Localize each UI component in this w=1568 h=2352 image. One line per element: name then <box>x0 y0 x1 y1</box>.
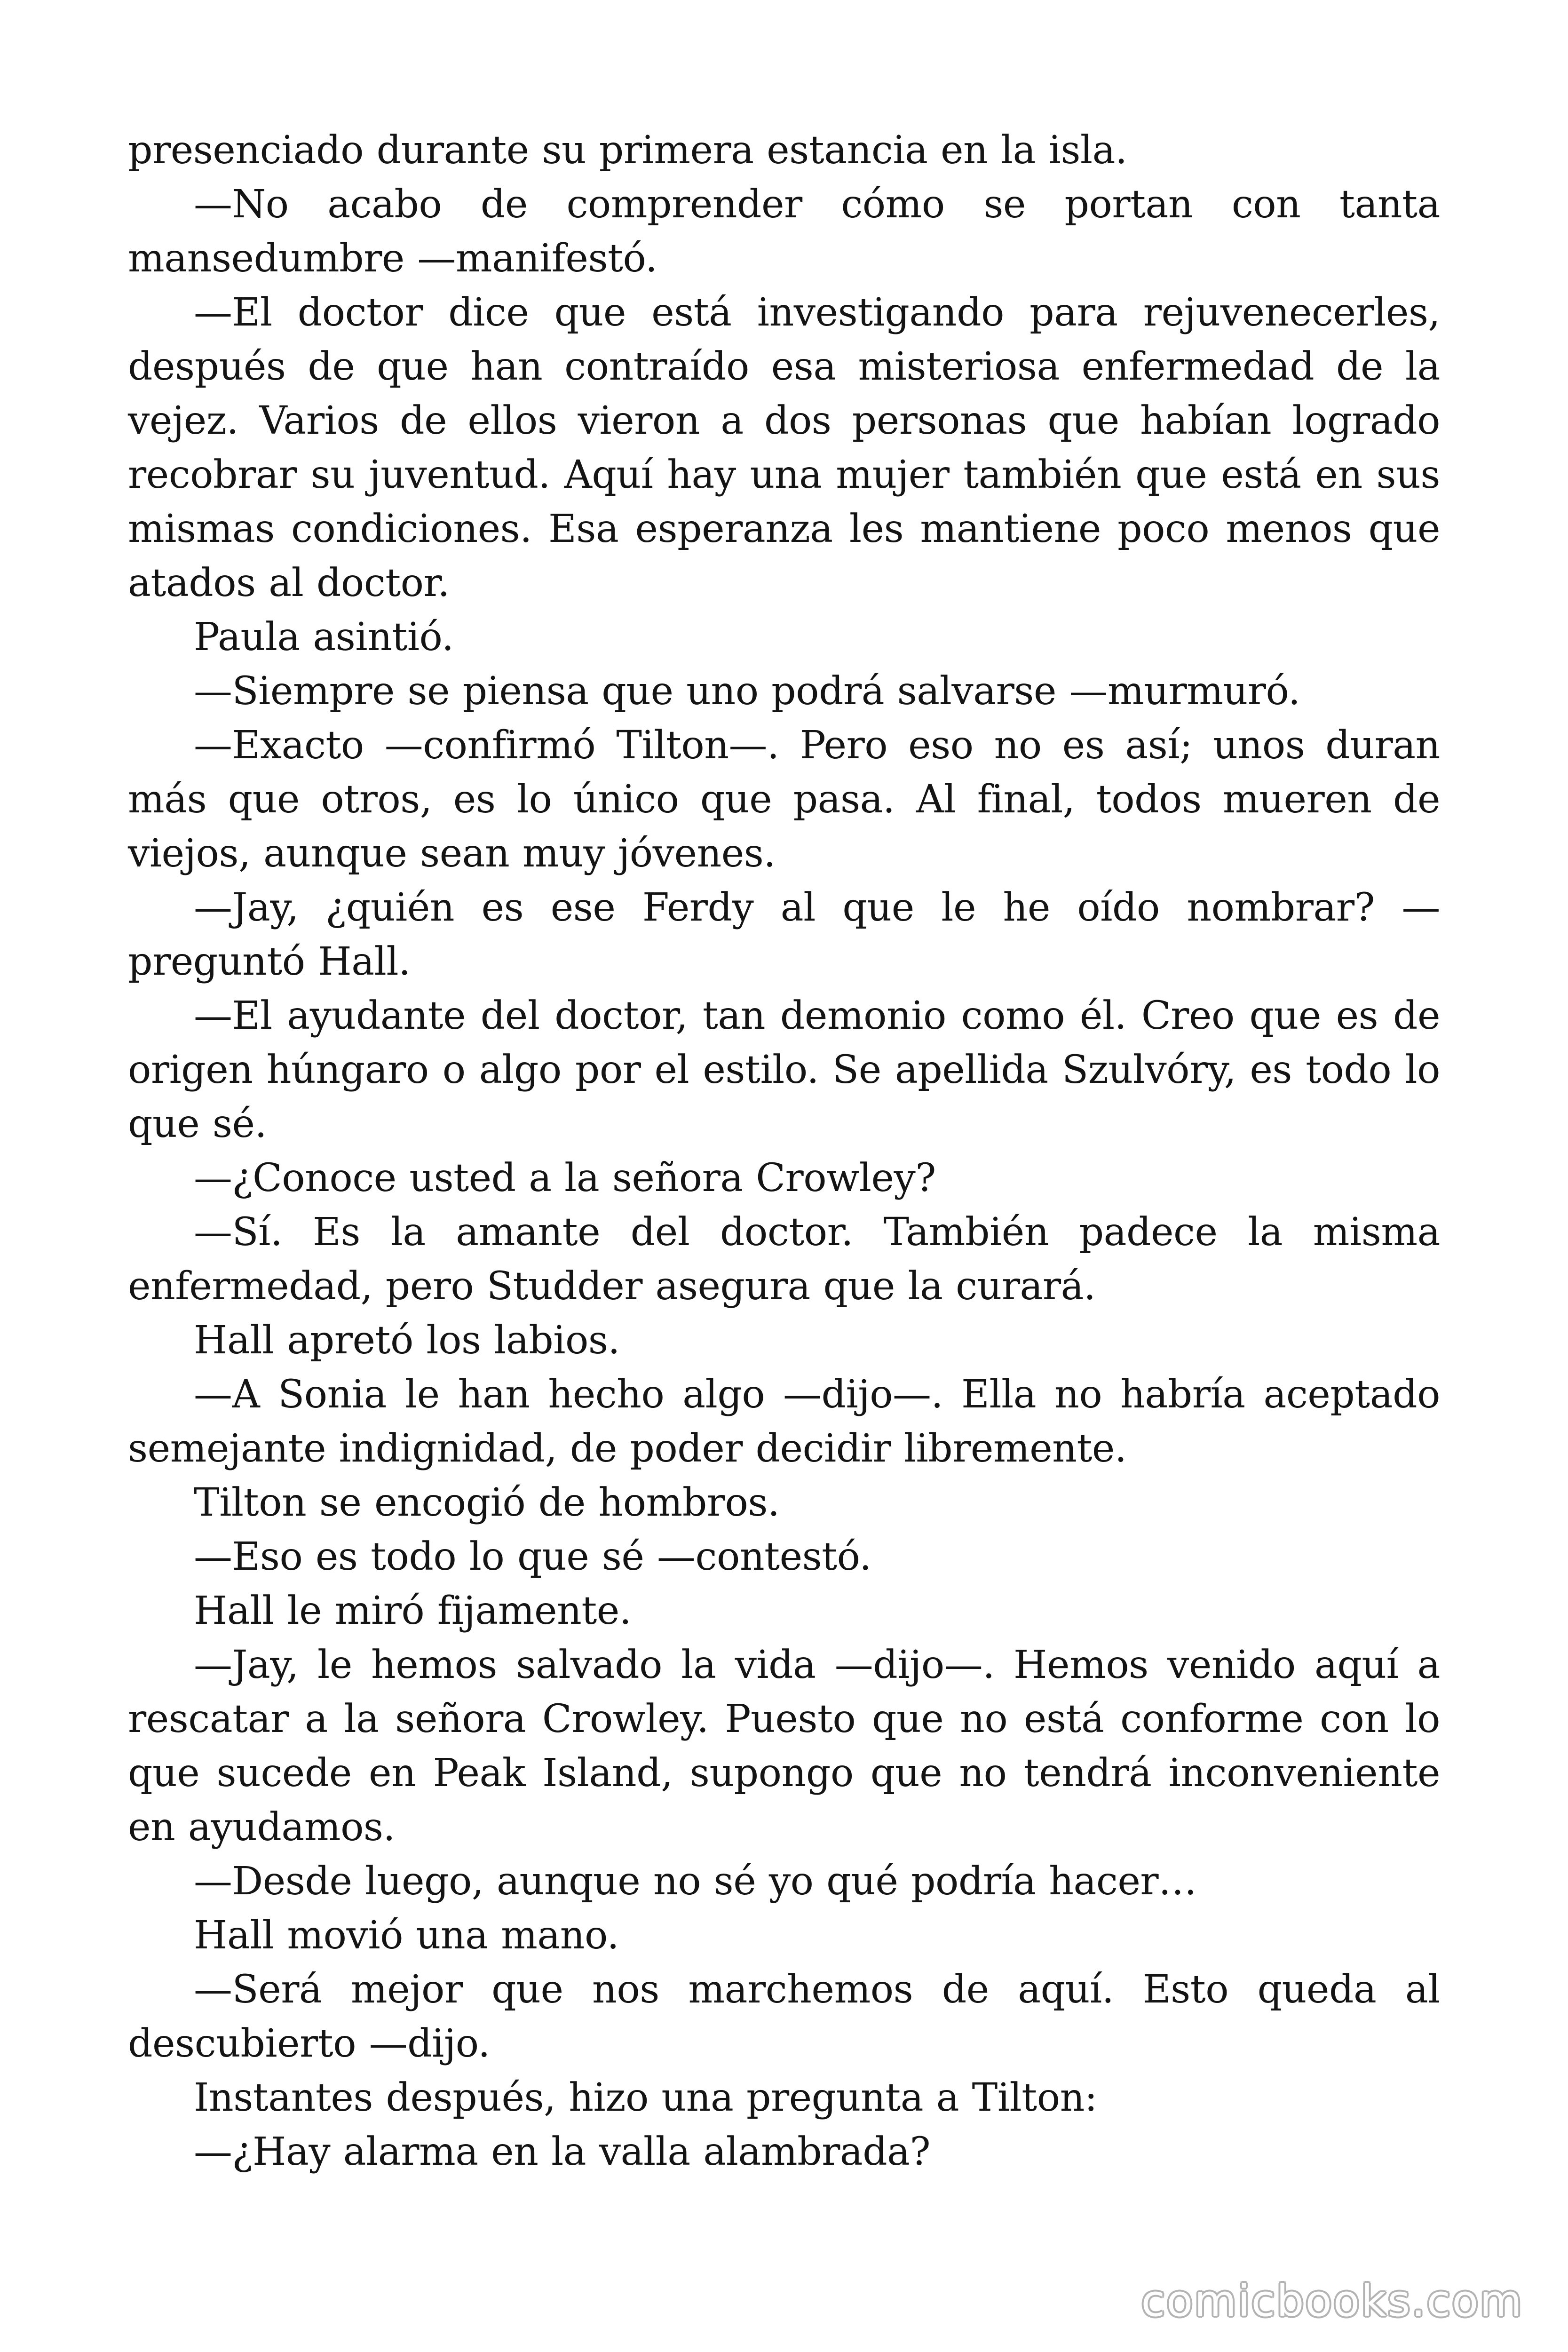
paragraph-19: —Será mejor que nos marchemos de aquí. Esto queda al descubierto —dijo. <box>128 1967 1440 2066</box>
paragraph-12: —A Sonia le han hecho algo —dijo—. Ella no habría aceptado semejante indignidad, de poder decidir libremente. <box>128 1372 1440 1471</box>
paragraph-2: —No acabo de comprender cómo se portan con tanta mansedumbre —manifestó. <box>128 182 1440 281</box>
paragraph-13: Tilton se encogió de hombros. <box>194 1480 780 1525</box>
paragraph-6: —Exacto —confirmó Tilton—. Pero eso no es así; unos duran más que otros, es lo único que pasa. Al final, todos mueren de viejos, aunque sean muy jóvenes. <box>128 723 1440 876</box>
paragraph-20: Instantes después, hizo una pregunta a Tilton: <box>194 2075 1098 2120</box>
paragraph-9: —¿Conoce usted a la señora Crowley? <box>194 1156 936 1200</box>
paragraph-21: —¿Hay alarma en la valla alambrada? <box>194 2130 931 2174</box>
paragraph-5: —Siempre se piensa que uno podrá salvarse —murmuró. <box>194 669 1300 714</box>
paragraph-15: Hall le miró fijamente. <box>194 1589 632 1633</box>
paragraph-10: —Sí. Es la amante del doctor. También padece la misma enfermedad, pero Studder asegura que la curará. <box>128 1210 1440 1309</box>
paragraph-14: —Eso es todo lo que sé —contestó. <box>194 1534 871 1579</box>
paragraph-18: Hall movió una mano. <box>194 1913 619 1958</box>
paragraph-8: —El ayudante del doctor, tan demonio como él. Creo que es de origen húngaro o algo por el estilo. Se apellida Szulvóry, es todo lo que sé. <box>128 993 1440 1146</box>
book-page-text <box>128 123 1440 2179</box>
paragraph-11: Hall apretó los labios. <box>194 1318 620 1363</box>
paragraph-1: presenciado durante su primera estancia en la isla. <box>128 128 1127 173</box>
paragraph-7: —Jay, ¿quién es ese Ferdy al que le he oído nombrar? —preguntó Hall. <box>128 885 1440 984</box>
paragraph-17: —Desde luego, aunque no sé yo qué podría hacer… <box>194 1859 1197 1904</box>
paragraph-3: —El doctor dice que está investigando para rejuvenecerles, después de que han contraído esa misteriosa enfermedad de la vejez. Varios de ellos vieron a dos personas que habían logrado recobrar su juventud. Aquí hay una mujer también que está en sus mismas condiciones. Esa esperanza les mantiene poco menos que atados al doctor. <box>128 290 1440 605</box>
paragraph-16: —Jay, le hemos salvado la vida —dijo—. Hemos venido aquí a rescatar a la señora Crowley. Puesto que no está conforme con lo que sucede en Peak Island, supongo que no tendrá inconveniente en ayudamos. <box>128 1643 1440 1850</box>
paragraph-4: Paula asintió. <box>194 615 454 660</box>
watermark: comicbooks.com <box>1141 2276 1523 2326</box>
